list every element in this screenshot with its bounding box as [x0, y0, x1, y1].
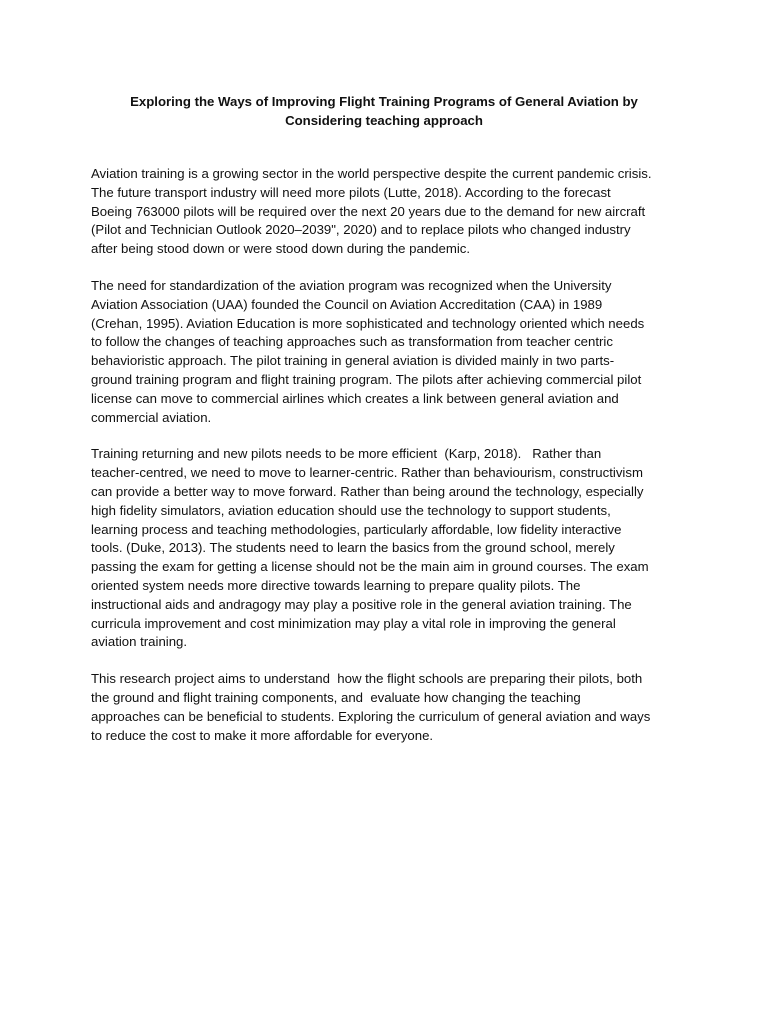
paragraph-3: Training returning and new pilots needs to be more efficient (Karp, 2018). Rather than teacher-centred, we need to move to learner-centric. Rather than behaviourism, constructivism can provide a better way to move forward. Rather than being around the technology, especially high fidelity simulators, aviation education should use the technology to support students, learning process and teaching methodologies, particularly affordable, low fidelity interactive tools. (Duke, 2013). The students need to learn the basics from the ground school, merely passing the exam for getting a license should not be the main aim in ground courses. The exam oriented system needs more directive towards learning to prepare quality pilots. The instructional aids and andragogy may play a positive role in the general aviation training. The curricula improvement and cost minimization may play a vital role in improving the general aviation training.: [91, 446, 649, 650]
paragraph-2: The need for standardization of the aviation program was recognized when the University Aviation Association (UAA) founded the Council on Aviation Accreditation (CAA) in 1989 (Crehan, 1995). Aviation Education is more sophisticated and technology oriented which needs to follow the changes of teaching approaches such as transformation from teacher centric behavioristic approach. The pilot training in general aviation is divided mainly in two parts- ground training program and flight training program. The pilots after achieving commercial pilot license can move to commercial airlines which creates a link between general aviation and commercial aviation.: [91, 277, 645, 425]
title-line-2: Considering teaching approach: [285, 113, 483, 128]
paragraph-1: Aviation training is a growing sector in the world perspective despite the current pandemic crisis. The future transport industry will need more pilots (Lutte, 2018). According to the forecast Boeing 763000 pilots will be required over the next 20 years due to the demand for new aircraft (Pilot and Technician Outlook 2020–2039", 2020) and to replace pilots who changed industry after being stood down or were stood down during the pandemic.: [91, 166, 652, 257]
document-body: [91, 165, 691, 763]
title-line-1: Exploring the Ways of Improving Flight Training Programs of General Aviation by: [130, 94, 638, 109]
document-title: [90, 92, 678, 130]
paragraph-4: This research project aims to understand how the flight schools are preparing their pilots, both the ground and flight training components, and evaluate how changing the teaching approaches can be beneficial to students. Exploring the curriculum of general aviation and ways to reduce the cost to make it more affordable for everyone.: [91, 671, 651, 743]
